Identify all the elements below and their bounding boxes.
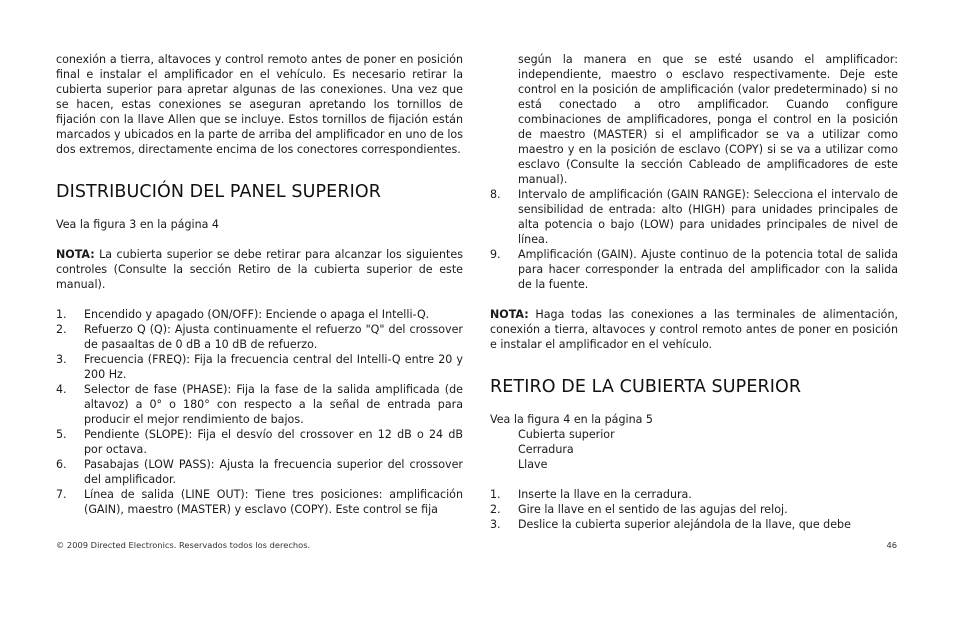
list-number: 1. (56, 308, 67, 321)
list-number: 9. (490, 248, 501, 261)
list-text: Pendiente (SLOPE): Fija el desvío del crossover en 12 dB o 24 dB por octava. (84, 428, 463, 456)
controls-list (56, 307, 463, 517)
list-item (56, 382, 463, 427)
step-item (490, 487, 898, 502)
footer-copyright: © 2009 Directed Electronics. Reservados todos los derechos. (56, 540, 311, 550)
parts-list (490, 427, 898, 472)
left-column (56, 52, 463, 517)
list-item (56, 427, 463, 457)
controls-list-continued (490, 187, 898, 292)
list-number: 8. (490, 188, 501, 201)
right-column (490, 52, 898, 532)
list-item (56, 352, 463, 382)
note-label-right: NOTA: (490, 308, 529, 321)
steps-list (490, 487, 898, 532)
list-item (490, 247, 898, 292)
list-text: Encendido y apagado (ON/OFF): Enciende o apaga el Intelli-Q. (84, 308, 430, 321)
list-text: Frecuencia (FREQ): Fija la frecuencia central del Intelli-Q entre 20 y 200 Hz. (84, 353, 463, 381)
list-text: Gire la llave en el sentido de las agujas del reloj. (518, 503, 788, 516)
list-text: Refuerzo Q (Q): Ajusta continuamente el refuerzo "Q" del crossover de pasaaltas de 0 dB a 10 dB de refuerzo. (84, 323, 463, 351)
list-number: 3. (56, 353, 67, 366)
list-number: 7. (56, 488, 67, 501)
page-number: 46 (886, 540, 897, 550)
list-number: 2. (56, 323, 67, 336)
step-item (490, 517, 898, 532)
list-number: 5. (56, 428, 67, 441)
list-text: Intervalo de amplificación (GAIN RANGE): Selecciona el intervalo de sensibilidad de entrada: alto (HIGH) para unidades principales de alta potencia o bajo (LOW) para unidades principales de nivel de línea. (518, 188, 898, 246)
list-text: Selector de fase (PHASE): Fija la fase de la salida amplificada (de altavoz) a 0° o 180° con respecto a la señal de entrada para producir el mejor rendimiento de bajos. (84, 383, 463, 426)
list-number: 3. (490, 518, 501, 531)
continuation-paragraph: según la manera en que se esté usando el amplificador: independiente, maestro o esclavo respectivamente. Deje este control en la posición de amplificación (valor predeterminado) si no está conectado a otro amplificador. Cuando configure combinaciones de amplificadores, ponga el control en la posición de maestro (MASTER) si el amplificador se va a utilizar como maestro y en la posición de esclavo (COPY) si se va a utilizar como esclavo (Consulte la sección Cableado de amplificadores de este manual). (518, 53, 898, 186)
note-paragraph (56, 247, 463, 292)
list-item (56, 487, 463, 517)
note-text: La cubierta superior se debe retirar para alcanzar los siguientes controles (Consulte la sección Retiro de la cubierta superior de este manual). (56, 248, 463, 291)
list-item (56, 322, 463, 352)
figure-reference: Vea la figura 3 en la página 4 (56, 218, 219, 231)
section-heading-panel: DISTRIBUCIÓN DEL PANEL SUPERIOR (56, 182, 381, 202)
list-item (56, 457, 463, 487)
list-item (56, 307, 463, 322)
list-number: 6. (56, 458, 67, 471)
list-text: Deslice la cubierta superior alejándola de la llave, que debe (518, 518, 851, 531)
part-label: Cubierta superior (518, 428, 615, 441)
list-number: 1. (490, 488, 501, 501)
part-label: Llave (518, 458, 548, 471)
intro-paragraph: conexión a tierra, altavoces y control remoto antes de poner en posición final e instalar el amplificador en el vehículo. Es necesario retirar la cubierta superior para apretar algunas de las conexiones. Una vez que se hacen, estas conexiones se aseguran apretando los tornillos de fijación con la llave Allen que se incluye. Estos tornillos de fijación están marcados y ubicados en la parte de arriba del amplificador en uno de los dos extremos, directamente encima de los conectores correspondientes. (56, 53, 463, 156)
note-paragraph-right (490, 307, 898, 352)
note-text-right: Haga todas las conexiones a las terminales de alimentación, conexión a tierra, altavoces y control remoto antes de poner en posición e instalar el amplificador en el vehículo. (490, 308, 898, 351)
list-number: 2. (490, 503, 501, 516)
list-text: Pasabajas (LOW PASS): Ajusta la frecuencia superior del crossover del amplificador. (84, 458, 463, 486)
list-item (490, 187, 898, 247)
list-text: Amplificación (GAIN). Ajuste continuo de la potencia total de salida para hacer corresponder la entrada del amplificador con la salida de la fuente. (518, 248, 898, 291)
list-text: Línea de salida (LINE OUT): Tiene tres posiciones: amplificación (GAIN), maestro (MASTER) y esclavo (COPY). Este control se fija (84, 488, 463, 516)
step-item (490, 502, 898, 517)
list-number: 4. (56, 383, 67, 396)
section-heading-cover: RETIRO DE LA CUBIERTA SUPERIOR (490, 377, 802, 397)
list-text: Inserte la llave en la cerradura. (518, 488, 692, 501)
figure-reference-right: Vea la figura 4 en la página 5 (490, 413, 653, 426)
part-label: Cerradura (518, 443, 574, 456)
note-label: NOTA: (56, 248, 95, 261)
